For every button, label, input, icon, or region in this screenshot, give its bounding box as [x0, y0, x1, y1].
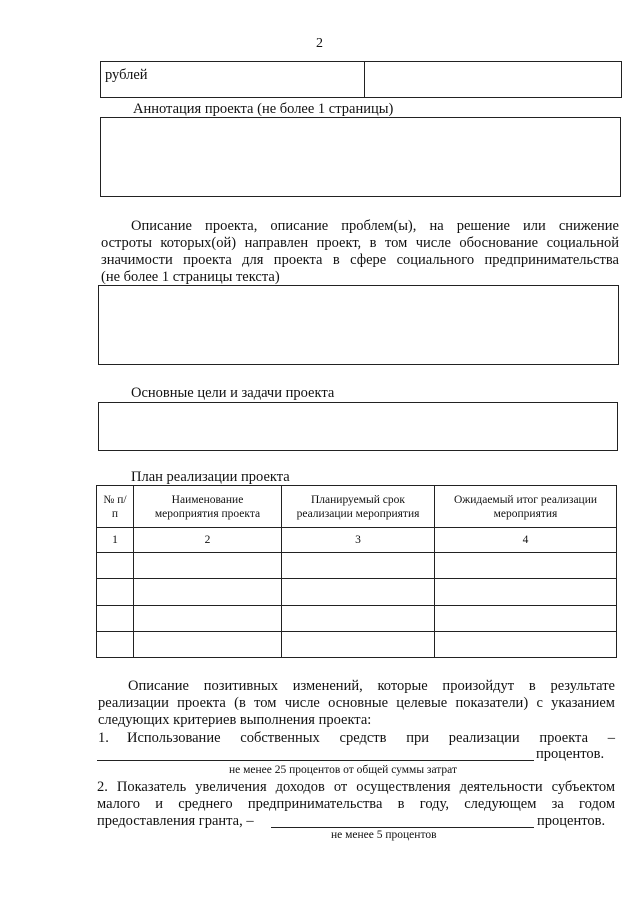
budget-value-cell[interactable]: [366, 62, 621, 97]
plan-row: [97, 606, 617, 632]
plan-cell[interactable]: [97, 632, 134, 658]
description-line-4: (не более 1 страницы текста): [101, 269, 280, 285]
plan-cell[interactable]: [134, 632, 282, 658]
plan-header-number: № п/п: [97, 486, 134, 528]
plan-numbering-row: [97, 528, 617, 553]
plan-cell[interactable]: [282, 553, 435, 579]
plan-cell[interactable]: [97, 606, 134, 632]
plan-cell[interactable]: [435, 579, 617, 606]
item2-hint: не менее 5 процентов: [331, 829, 437, 841]
plan-cell[interactable]: [435, 553, 617, 579]
description-line-2: остроты которых(ой) направлен проект, в том числе обоснование социальной: [101, 235, 619, 251]
item2-prefix: предоставления гранта, –: [97, 813, 254, 829]
plan-header-result: Ожидаемый итог реализации мероприятия: [435, 486, 617, 528]
plan-header-activity: Наименование мероприятия проекта: [134, 486, 282, 528]
item1-suffix: процентов.: [536, 746, 605, 762]
plan-cell[interactable]: [435, 632, 617, 658]
item2-line-1: 2. Показатель увеличения доходов от осуществления деятельности субъектом: [97, 779, 615, 795]
plan-row: [97, 553, 617, 579]
plan-col-number-4: 4: [435, 528, 617, 553]
plan-cell[interactable]: [134, 606, 282, 632]
annotation-label: Аннотация проекта (не более 1 страницы): [133, 101, 394, 117]
description-field[interactable]: [98, 285, 619, 365]
item1-input[interactable]: [97, 760, 534, 761]
plan-cell[interactable]: [134, 579, 282, 606]
plan-row: [97, 579, 617, 606]
item2-input[interactable]: [271, 827, 534, 828]
plan-col-number-3: 3: [282, 528, 435, 553]
item1-hint: не менее 25 процентов от общей суммы затрат: [229, 764, 458, 776]
plan-cell[interactable]: [282, 579, 435, 606]
plan-label: План реализации проекта: [131, 469, 290, 485]
plan-header-row: [97, 486, 617, 528]
plan-col-number-1: 1: [97, 528, 134, 553]
plan-cell[interactable]: [282, 606, 435, 632]
description-line-1: Описание проекта, описание проблем(ы), на решение или снижение: [131, 218, 619, 234]
budget-row-divider: [364, 62, 365, 97]
goals-label: Основные цели и задачи проекта: [131, 385, 335, 401]
positive-line-3: следующих критериев выполнения проекта:: [98, 712, 372, 728]
plan-cell[interactable]: [97, 579, 134, 606]
annotation-field[interactable]: [100, 117, 621, 197]
plan-cell[interactable]: [134, 553, 282, 579]
plan-col-number-2: 2: [134, 528, 282, 553]
item2-suffix: процентов.: [537, 813, 606, 829]
plan-cell[interactable]: [282, 632, 435, 658]
item1-text: Использование собственных средств при реализации проекта –: [127, 730, 615, 746]
item1-number: 1.: [98, 730, 109, 746]
plan-cell[interactable]: [435, 606, 617, 632]
plan-table: [96, 485, 617, 658]
plan-cell[interactable]: [97, 553, 134, 579]
description-line-3: значимости проекта для проекта в сфере социального предпринимательства: [101, 252, 619, 268]
goals-field[interactable]: [98, 402, 618, 451]
budget-row: [100, 61, 622, 98]
plan-row: [97, 632, 617, 658]
page-number: 2: [316, 36, 323, 51]
item2-line-2: малого и среднего предпринимательства в году, следующем за годом: [97, 796, 615, 812]
positive-line-2: реализации проекта (в том числе основные целевые показатели) с указанием: [98, 695, 615, 711]
budget-label: рублей: [105, 67, 148, 83]
plan-header-deadline: Планируемый срок реализации мероприятия: [282, 486, 435, 528]
positive-line-1: Описание позитивных изменений, которые произойдут в результате: [128, 678, 615, 694]
